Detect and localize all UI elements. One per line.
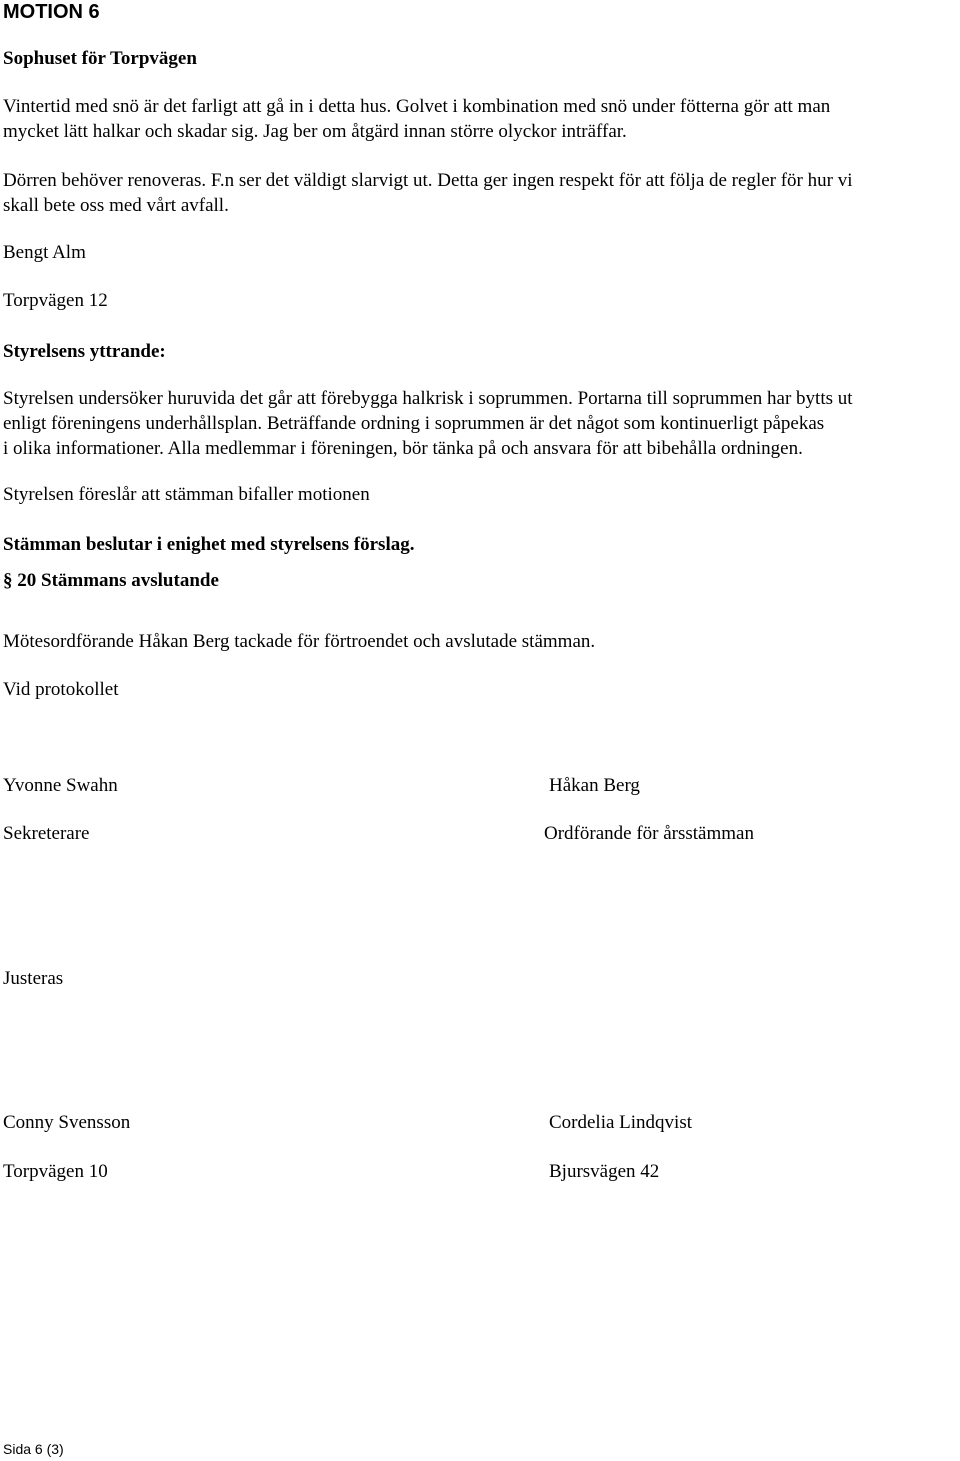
board-proposal: Styrelsen föreslår att stämman bifaller motionen: [3, 484, 370, 505]
minutes-label: Vid protokollet: [3, 679, 119, 700]
adjusted-label: Justeras: [3, 968, 64, 989]
signatory-secretary-role: Sekreterare: [3, 823, 90, 844]
adjuster-1-address: Torpvägen 10: [3, 1161, 108, 1182]
board-statement-paragraph: [3, 386, 958, 461]
page-footer: Sida 6 (3): [3, 1441, 64, 1457]
text-line: enligt föreningens underhållsplan. Beträffande ordning i soprummen är det något som kontinuerligt påpekas: [3, 413, 825, 434]
text-line: skall bete oss med vårt avfall.: [3, 195, 229, 216]
closing-text: Mötesordförande Håkan Berg tackade för förtroendet och avslutade stämman.: [3, 631, 596, 652]
meeting-decision: Stämman beslutar i enighet med styrelsens förslag.: [3, 534, 415, 555]
section-heading: § 20 Stämmans avslutande: [3, 570, 219, 591]
motion-heading: MOTION 6: [3, 1, 100, 23]
motion-title: Sophuset för Torpvägen: [3, 48, 197, 69]
text-line: Dörren behöver renoveras. F.n ser det väldigt slarvigt ut. Detta ger ingen respekt för att följa de regler för hur vi: [3, 170, 853, 191]
text-line: i olika informationer. Alla medlemmar i föreningen, bör tänka på och ansvara för att bibehålla ordningen.: [3, 438, 803, 459]
text-line: Vintertid med snö är det farligt att gå in i detta hus. Golvet i kombination med snö under fötterna gör att man: [3, 96, 831, 117]
board-statement-heading: Styrelsens yttrande:: [3, 341, 166, 362]
adjuster-1-name: Conny Svensson: [3, 1112, 131, 1133]
motion-paragraph-1: [3, 94, 958, 144]
signatory-chair-role: Ordförande för årsstämman: [544, 823, 754, 844]
adjuster-2-name: Cordelia Lindqvist: [549, 1112, 693, 1133]
signatory-secretary-name: Yvonne Swahn: [3, 775, 118, 796]
author-name: Bengt Alm: [3, 242, 86, 263]
signatory-chair-name: Håkan Berg: [549, 775, 640, 796]
author-address: Torpvägen 12: [3, 290, 108, 311]
text-line: mycket lätt halkar och skadar sig. Jag ber om åtgärd innan större olyckor inträffar.: [3, 121, 627, 142]
adjuster-2-address: Bjursvägen 42: [549, 1161, 660, 1182]
motion-paragraph-2: [3, 168, 958, 218]
text-line: Styrelsen undersöker huruvida det går att förebygga halkrisk i soprummen. Portarna till soprummen har bytts ut: [3, 388, 853, 409]
